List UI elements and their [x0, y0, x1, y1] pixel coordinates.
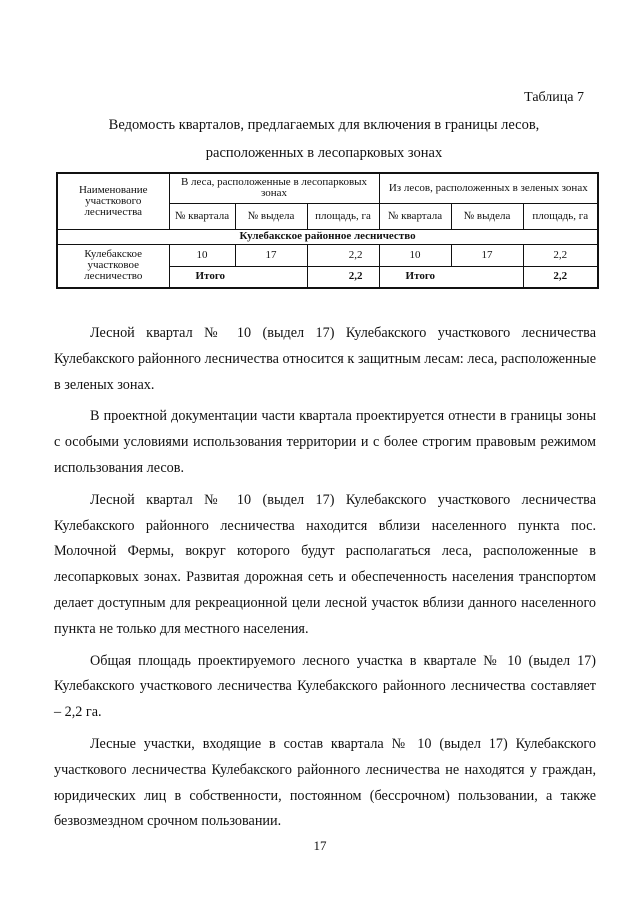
- cell-plot-2: 17: [451, 244, 523, 266]
- total-area-1: 2,2: [307, 266, 379, 288]
- paragraph-3: Лесной квартал № 10 (выдел 17) Кулебакского участкового лесничества Кулебакского районного лесничества находится вблизи населенного пункта пос. Молочной Фермы, вокруг которого будут располагаться леса, расположенные в лесопарковых зонах. Развитая дорожная сеть и обеспеченность населения транспортом делает доступным для рекреационной цели лесной участок вблизи данного населенного пункта не только для местного населения.: [54, 491, 596, 637]
- header-quarter-2: № квартала: [379, 203, 451, 229]
- paragraph-1: Лесной квартал № 10 (выдел 17) Кулебакского участкового лесничества Кулебакского районного лесничества относится к защитным лесам: леса, расположенные в зеленых зонах.: [54, 325, 596, 393]
- paragraph-5: Лесные участки, входящие в состав квартала № 10 (выдел 17) Кулебакского участкового лесничества Кулебакского районного лесничества не находятся у граждан, юридических лиц в собственности, постоянном (бессрочном) пользовании, а также безвозмездном срочном пользовании.: [54, 735, 596, 830]
- cell-quarter-2: 10: [379, 244, 451, 266]
- header-area-1: площадь, га: [307, 203, 379, 229]
- header-area-2: площадь, га: [523, 203, 598, 229]
- header-group-forest-park: В леса, расположенные в лесопарковых зонах: [169, 173, 379, 203]
- page-number: 17: [313, 838, 327, 853]
- body-text: [54, 321, 596, 841]
- table-title-line1: Ведомость кварталов, предлагаемых для включения в границы лесов,: [108, 117, 540, 133]
- total-label-1: Итого: [169, 266, 307, 288]
- cell-area-1: 2,2: [307, 244, 379, 266]
- quarters-table: [56, 172, 599, 289]
- table-row: [57, 244, 598, 266]
- paragraph-2: В проектной документации части квартала проектируется отнести в границы зоны с особыми условиями использования территории и с более строгим правовым режимом использования лесов.: [54, 408, 596, 476]
- cell-area-2: 2,2: [523, 244, 598, 266]
- header-name: Наименование участкового лесничества: [57, 173, 169, 229]
- header-group-green-zone: Из лесов, расположенных в зеленых зонах: [379, 173, 598, 203]
- header-quarter-1: № квартала: [169, 203, 235, 229]
- header-plot-2: № выдела: [451, 203, 523, 229]
- total-label-2: Итого: [379, 266, 523, 288]
- paragraph-4: Общая площадь проектируемого лесного участка в квартале № 10 (выдел 17) Кулебакского участкового лесничества Кулебакского районного лесничества составляет – 2,2 га.: [54, 652, 596, 721]
- table-title-line2: расположенных в лесопарковых зонах: [205, 145, 443, 161]
- header-plot-1: № выдела: [235, 203, 307, 229]
- section-row: Кулебакское районное лесничество: [57, 229, 598, 244]
- cell-quarter-1: 10: [169, 244, 235, 266]
- cell-plot-1: 17: [235, 244, 307, 266]
- table-label: Таблица 7: [524, 90, 584, 105]
- row-name: Кулебакское участковое лесничество: [57, 244, 169, 288]
- total-area-2: 2,2: [523, 266, 598, 288]
